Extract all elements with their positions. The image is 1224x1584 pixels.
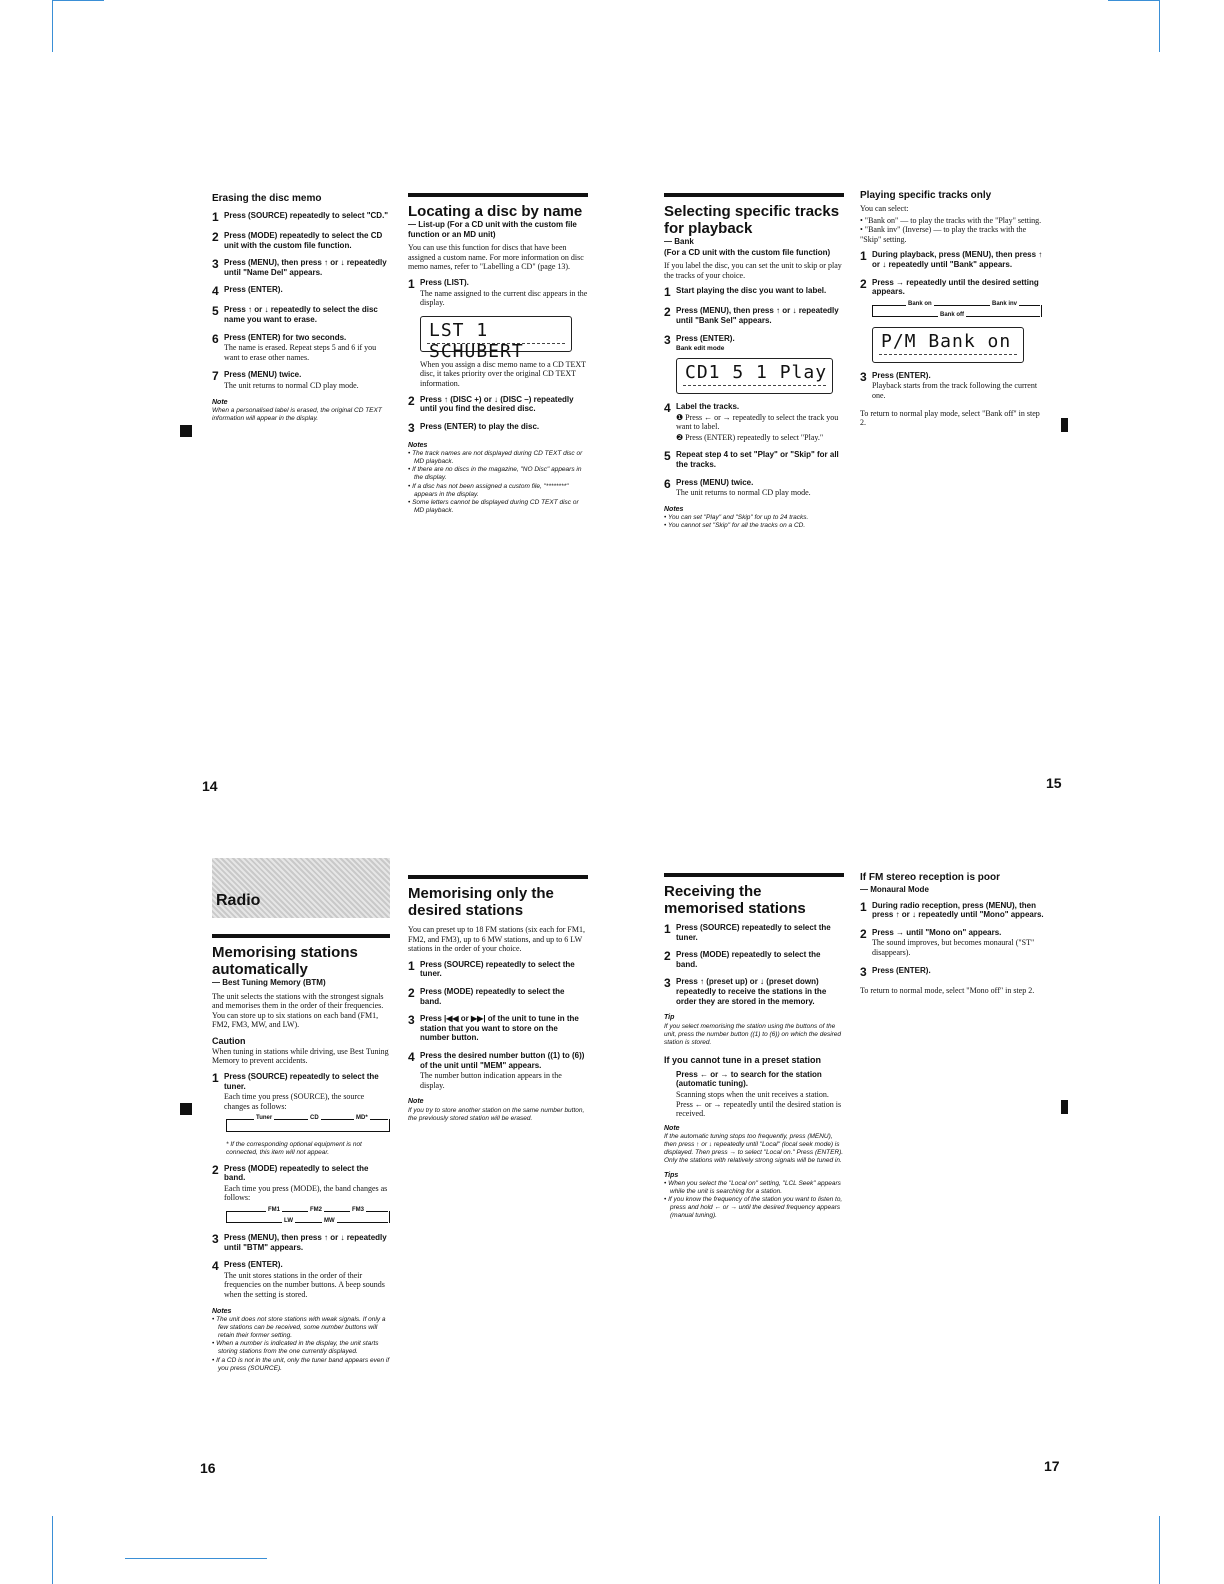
lcd-display: P/M Bank on	[872, 327, 1024, 363]
p14-col1	[212, 193, 392, 423]
step-3: 3 Press (ENTER). Playback starts from the track following the current one.	[860, 369, 1038, 400]
section-subtitle: — Monaural Mode	[860, 885, 929, 894]
section-title: Receiving the memorised stations	[664, 883, 806, 917]
step-3: 3 Press (ENTER) to play the disc.	[408, 420, 540, 435]
tip-text: If you select memorising the station using the buttons of the unit, press the number button ((1) to (6)) on which the desired station is stored.	[664, 1022, 842, 1046]
section-title: Selecting specific tracks for playback	[664, 203, 840, 237]
preset-instructions: Press ← or → to search for the station (automatic tuning). Scanning stops when the unit receives a station. Press ← or → repeatedly until the desired station is received.	[676, 1069, 842, 1119]
step-1: 1 Press (SOURCE) repeatedly to select the tuner.	[408, 958, 575, 979]
step-5: 5 Repeat step 4 to set "Play" or "Skip" for all the tracks.	[664, 449, 839, 469]
source-footnote: * If the corresponding optional equipment is not connected, this item will not appear.	[226, 1141, 362, 1157]
step-1: 1 During playback, press (MENU), then press ↑ or ↓ repeatedly until "Bank" appears.	[860, 249, 1043, 269]
step-1: 1 Press (SOURCE) repeatedly to select the tuner.	[664, 922, 831, 942]
tip-item: • If you know the frequency of the station you want to listen to, press and hold ← or → until the desired frequency appears (manual tuning).	[664, 1196, 843, 1220]
heading-rule	[664, 873, 844, 877]
flow-bank-inv: Bank inv	[992, 300, 1018, 307]
preset-heading: If you cannot tune in a preset station	[664, 1054, 822, 1065]
notes-heading: Notes	[408, 441, 428, 449]
lcd-display: CD1 5 1 Play	[676, 358, 833, 394]
step-3: 3 Press (MENU), then press ↑ or ↓ repeatedly until "Name Del" appears.	[212, 257, 387, 277]
flow-fm3: FM3	[352, 1206, 364, 1213]
section-heading: Playing specific tracks only	[860, 190, 992, 201]
p14-col2	[408, 193, 588, 515]
step-3: 3 Press |◀◀ or ▶▶| of the unit to tune in the station that you want to store on the number button.	[408, 1013, 579, 1043]
step-2: 2 Press → repeatedly until the desired setting appears.	[860, 276, 1039, 297]
note-item: • The unit does not store stations with weak signals. If only a few stations can be received, some number buttons will retain their former setting.	[212, 1315, 386, 1340]
tip-item: • When you select the "Local on" setting, "LCL Seek" appears while the unit is searching for a station.	[664, 1179, 841, 1196]
crop-mark-top-left-v	[52, 0, 53, 52]
lcd-caption: When you assign a disc memo name to a CD TEXT disc, it takes priority over the original CD TEXT information.	[420, 359, 586, 388]
note-heading: Note	[212, 398, 228, 406]
flow-md: MD*	[356, 1115, 368, 1122]
step-4: 4 Label the tracks. ❶ Press ← or → repeatedly to select the track you want to label. ❷ Press (ENTER) repeatedly to select "Play."	[664, 400, 839, 442]
crop-mark-bottom-left-v	[52, 1516, 53, 1584]
page-marker-left-top	[180, 425, 192, 437]
section-subtitle-2: (For a CD unit with the custom file function)	[664, 247, 831, 257]
step-6: 6 Press (ENTER) for two seconds. The name is erased. Repeat steps 5 and 6 if you want to erase other names.	[212, 331, 377, 362]
tip-heading: Tip	[664, 1014, 675, 1022]
step-2: 2 Press (MENU), then press ↑ or ↓ repeatedly until "Bank Sel" appears.	[664, 305, 839, 325]
intro-text: If you label the disc, you can set the unit to skip or play the tracks of your choice.	[664, 261, 842, 280]
page-marker-right-top	[1061, 418, 1068, 432]
step-3: 3 Press ↑ (preset up) or ↓ (preset down) repeatedly to receive the stations in the order they are stored in the memory.	[664, 976, 827, 1006]
step-4: 4 Press (ENTER).	[212, 284, 283, 299]
step-7: 7 Press (MENU) twice. The unit returns to normal CD play mode.	[212, 369, 359, 390]
step-2: 2 Press ↑ (DISC +) or ↓ (DISC –) repeatedly until you find the desired disc.	[408, 393, 574, 414]
section-title: Locating a disc by name	[408, 203, 583, 220]
crop-mark-bottom-right-v	[1159, 1516, 1160, 1584]
note-heading: Note	[408, 1098, 424, 1106]
step-5: 5 Press ↑ or ↓ repeatedly to select the disc name you want to erase.	[212, 304, 378, 324]
heading-rule	[408, 193, 588, 197]
crop-mark-top-right-v	[1159, 0, 1160, 52]
page-marker-right-bottom	[1061, 1100, 1068, 1114]
heading-rule	[212, 934, 390, 938]
note-item: • You cannot set "Skip" for all the tracks on a CD.	[664, 522, 806, 530]
crop-mark-top-left-h	[52, 0, 104, 1]
outro-text: To return to normal mode, select "Mono off" in step 2.	[860, 985, 1035, 995]
crop-mark-bottom-line	[125, 1558, 267, 1559]
step-3: 3 Press (ENTER).	[860, 964, 931, 979]
bank-setting-cycle	[872, 301, 1040, 321]
note-item: • If a CD is not in the unit, only the tuner band appears even if you press (SOURCE).	[212, 1356, 390, 1372]
flow-bank-on: Bank on	[908, 300, 932, 307]
step-1: 1 During radio reception, press (MENU), then press ↑ or ↓ repeatedly until "Mono" appears.	[860, 899, 1044, 920]
notes-heading: Notes	[212, 1307, 232, 1315]
note-item: • If there are no discs in the magazine, "NO Disc" appears in the display.	[408, 466, 582, 482]
p15-col2	[860, 190, 1045, 434]
p16-col2	[408, 875, 588, 1123]
flow-tuner: Tuner	[256, 1115, 273, 1122]
heading-rule	[408, 875, 588, 879]
outro-text: To return to normal play mode, select "Bank off" in step 2.	[860, 408, 1040, 428]
notes-heading: Notes	[664, 505, 684, 513]
page-number-15: 15	[1046, 775, 1062, 791]
crop-mark-top-right-h	[1108, 0, 1160, 1]
step-6: 6 Press (MENU) twice. The unit returns to normal CD play mode.	[664, 476, 811, 498]
option-item: • "Bank inv" (Inverse) — to play the tracks with the "Skip" setting.	[860, 225, 1027, 244]
note-text: If the automatic tuning stops too frequently, press (MENU), then press ↑ or ↓ repeatedly until "Local" (local seek mode) is displayed. Then press → to select "Local on." Press (ENTER). Only the stations with relatively strong signals will be tuned in.	[664, 1133, 844, 1165]
caution-text: When tuning in stations while driving, use Best Tuning Memory to prevent accidents.	[212, 1046, 389, 1066]
section-heading: If FM stereo reception is poor	[860, 872, 1001, 883]
p17-col2	[860, 872, 1045, 1001]
tips-heading: Tips	[664, 1171, 679, 1179]
page-number-16: 16	[200, 1460, 216, 1476]
section-title: Memorising only the desired stations	[408, 885, 554, 919]
step-3: 3 Press (ENTER). Bank edit mode	[664, 334, 844, 353]
intro-text: The unit selects the stations with the strongest signals and memorises them in the order of their frequencies. You can store up to six stations on each band (FM1, FM2, FM3, MW, and LW).	[212, 991, 384, 1030]
step-2: 2 Press (MODE) repeatedly to select the band.	[664, 949, 821, 969]
step-2: 2 Press (MODE) repeatedly to select the CD unit with the custom file function.	[212, 230, 383, 250]
note-item: • The track names are not displayed during CD TEXT disc or MD playback.	[408, 450, 583, 466]
flow-mw: MW	[324, 1217, 335, 1224]
step-2: 2 Press (MODE) repeatedly to select the band. Each time you press (MODE), the band changes as follows:	[212, 1162, 388, 1203]
p15-col1	[664, 193, 844, 530]
section-subtitle: — Best Tuning Memory (BTM)	[212, 978, 326, 987]
intro-text: You can preset up to 18 FM stations (six each for FM1, FM2, and FM3), up to 6 MW stations, and up to 6 LW stations in the order of your choice.	[408, 925, 585, 954]
intro-text: You can select:	[860, 204, 909, 213]
step-4: 4 Press (ENTER). The unit stores stations in the order of their frequencies on the number buttons. A beep sounds when the setting is stored.	[212, 1259, 385, 1299]
section-subtitle: — List-up (For a CD unit with the custom file function or an MD unit)	[408, 220, 577, 239]
lcd-label: Bank edit mode	[676, 345, 725, 353]
option-item: • "Bank on" — to play the tracks with the "Play" setting.	[860, 215, 1042, 225]
caution-heading: Caution	[212, 1035, 246, 1046]
page-number-17: 17	[1044, 1458, 1060, 1474]
flow-fm1: FM1	[268, 1206, 280, 1213]
note-item: • Some letters cannot be displayed during CD TEXT disc or MD playback.	[408, 498, 579, 514]
page-marker-left-bottom	[180, 1103, 192, 1115]
flow-cd: CD	[310, 1115, 319, 1122]
section-title: Memorising stations automatically	[212, 944, 358, 978]
flow-lw: LW	[284, 1217, 293, 1224]
page-number-14: 14	[202, 778, 218, 794]
note-text: If you try to store another station on the same number button, the previously stored station will be erased.	[408, 1106, 585, 1122]
section-heading: Erasing the disc memo	[212, 193, 322, 204]
note-heading: Note	[664, 1124, 680, 1132]
step-2: 2 Press (MODE) repeatedly to select the band.	[408, 985, 565, 1006]
section-subtitle: — Bank	[664, 237, 694, 246]
heading-rule	[664, 193, 844, 197]
note-item: • When a number is indicated in the display, the unit starts storing stations from the one currently displayed.	[212, 1340, 379, 1356]
step-4: 4 Press the desired number button ((1) to (6)) of the unit until "MEM" appears. The number button indication appears in the display.	[408, 1049, 585, 1090]
step-2: 2 Press → until "Mono on" appears. The sound improves, but becomes monaural ("ST" disappears).	[860, 926, 1035, 957]
p16-col1	[212, 934, 390, 1373]
lcd-display: LST 1 SCHUBERT	[420, 316, 572, 352]
p17-col1	[664, 873, 844, 1221]
intro-text: You can use this function for discs that have been assigned a custom name. For more information on disc memo names, refer to "Labelling a CD" (page 13).	[408, 243, 584, 272]
step-3: 3 Press (MENU), then press ↑ or ↓ repeatedly until "BTM" appears.	[212, 1231, 387, 1252]
step-1: 1 Press (LIST). The name assigned to the current disc appears in the display.	[408, 276, 588, 308]
source-cycle	[226, 1115, 388, 1135]
flow-bank-off: Bank off	[940, 311, 964, 318]
step-1: 1 Start playing the disc you want to label.	[664, 285, 827, 300]
note-text: When a personalised label is erased, the original CD TEXT information will appear in the display.	[212, 406, 382, 423]
note-item: • You can set "Play" and "Skip" for up to 24 tracks.	[664, 514, 809, 522]
note-item: • If a disc has not been assigned a custom file, "********" appears in the display.	[408, 482, 569, 498]
step-1: 1 Press (SOURCE) repeatedly to select "CD."	[212, 210, 389, 224]
band-cycle	[226, 1207, 388, 1227]
step-1: 1 Press (SOURCE) repeatedly to select the tuner. Each time you press (SOURCE), the source changes as follows:	[212, 1070, 379, 1111]
option-list	[860, 216, 1045, 245]
radio-tab-title: Radio	[216, 892, 261, 909]
flow-fm2: FM2	[310, 1206, 322, 1213]
